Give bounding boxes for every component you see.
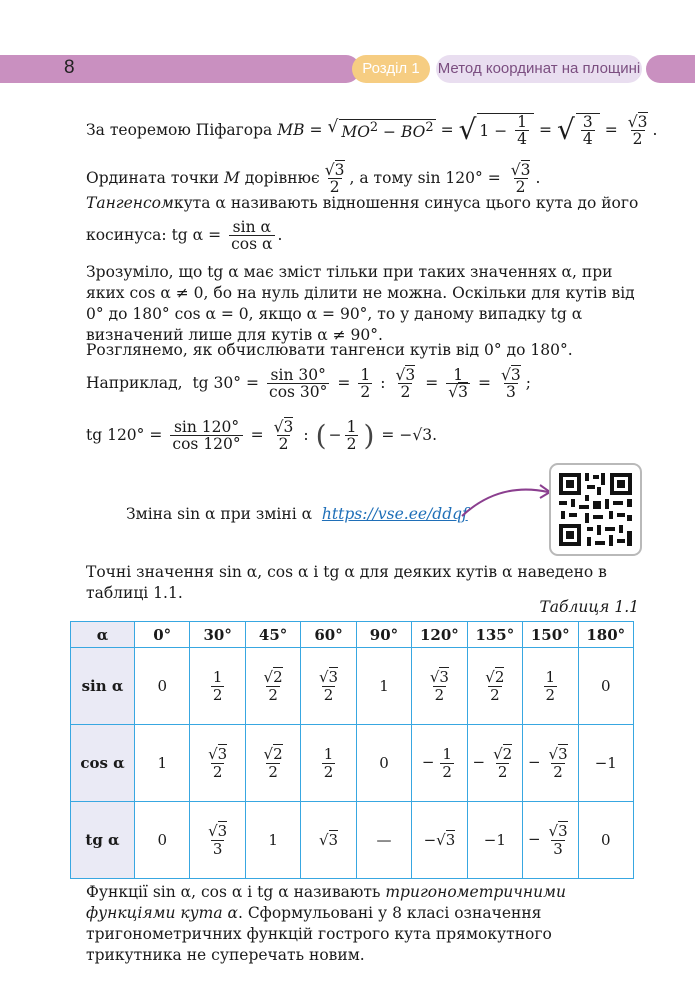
semicolon: ; — [525, 374, 532, 392]
table-cell: 0 — [356, 725, 411, 802]
table-cell: √3 — [301, 802, 356, 879]
frac-root3-over-2: √3 2 — [324, 160, 345, 196]
header-band-left — [0, 55, 360, 83]
table-cell: − $\frac{√3}{2}$ — [523, 725, 578, 802]
result-minus-root3: −√3. — [399, 426, 438, 444]
table-header-row — [71, 622, 634, 648]
header-angle: 150° — [523, 622, 578, 648]
tg-30: tg 30° — [192, 374, 242, 392]
frac-root3-over-3: $\frac{√3}{3}$ — [501, 365, 521, 401]
header-band-right — [646, 55, 695, 83]
example-tg30: Наприклад, tg 30° = $\frac{\sin 30^\circ}{\cos 30^\circ}$ = $\frac{1}{2}$ : $\frac{√3}{2}$ = $\frac{1}{√3}$ = $\frac{√3}{3}$ ; — [86, 365, 532, 401]
header-angle: 0° — [135, 622, 190, 648]
term-trig-functions: тригонометричними функціями кута α — [86, 883, 566, 922]
table-cell: − $\frac{√2}{2}$ — [467, 725, 522, 802]
frac-root3-over-2: $\frac{√3}{2}$ — [273, 417, 294, 453]
tg-120: tg 120° — [86, 426, 145, 444]
paragraph-how-to-compute: Розглянемо, як обчислювати тангенси кутів від 0° до 180°. — [86, 341, 573, 359]
paragraph-final — [86, 882, 642, 966]
frac-sin120-cos120: $\frac{\sin 120^\circ}{\cos 120^\circ}$ — [172, 417, 241, 453]
header-angle: 45° — [245, 622, 300, 648]
row-label: tg α — [71, 802, 135, 879]
table-cell: $\frac{1}{2}$ — [523, 648, 578, 725]
qr-code-frame[interactable] — [549, 463, 642, 556]
sqrt-mo-bo: √ $MO^2 - BO^2$ — [327, 116, 434, 142]
tg-alpha: tg α — [171, 226, 204, 244]
row-label: sin α — [71, 648, 135, 725]
example-tg120: tg 120° = $\frac{\sin 120^\circ}{\cos 120^\circ}$ = $\frac{√3}{2}$ : ( − $\frac{1}{2}$ ) = −√3. — [86, 417, 438, 453]
tangent-def-rest: кута α називають відношення синуса цього кута до його — [173, 194, 639, 212]
header-angle: 30° — [190, 622, 245, 648]
frac-1-2: $\frac{1}{2}$ — [346, 417, 357, 453]
sqrt-one-minus-quarter: √ 1 − 1 4 — [459, 113, 534, 147]
minus-sign: − — [328, 426, 342, 444]
table-cell: $\frac{√2}{2}$ — [245, 648, 300, 725]
term-tangent: Тангенсом — [86, 194, 174, 212]
trig-values-table — [70, 621, 634, 879]
frac-root3-over-2: $\frac{√3}{2}$ — [510, 160, 531, 196]
table-cell: 0 — [135, 802, 190, 879]
segment-mb: MB — [277, 121, 305, 139]
frac-root3-over-2: $\frac{√3}{2}$ — [395, 365, 416, 401]
tangent-definition-line1 — [86, 194, 638, 212]
frac-sin-over-cos: $\frac{\text{sin α}}{\text{cos α}}$ — [231, 217, 273, 253]
table-cell: 0 — [135, 648, 190, 725]
table-cell: $\frac{√3}{2}$ — [301, 648, 356, 725]
qr-line-text: Зміна sin α при зміні α — [126, 505, 313, 523]
table-cell: 1 — [356, 648, 411, 725]
table-row — [71, 648, 634, 725]
tangent-definition-line2: косинуса: tg α = $\frac{\text{sin α}}{\text{cos α}}$ . — [86, 217, 283, 253]
table-cell: − $\frac{1}{2}$ — [412, 725, 467, 802]
table-cell: $\frac{1}{2}$ — [301, 725, 356, 802]
example-lead: Наприклад, — [86, 374, 183, 392]
header-alpha: α — [71, 622, 135, 648]
ordinate-text-c: , а тому — [349, 169, 413, 187]
table-cell: 0 — [578, 802, 634, 879]
frac-1-over-root3: $\frac{1}{√3}$ — [448, 365, 469, 401]
qr-link-line — [126, 505, 468, 523]
final-text-a: Функції sin α, cos α і tg α називають — [86, 883, 386, 901]
arrow-to-qr-icon — [460, 480, 555, 520]
pythagoras-line: За теоремою Піфагора MB = √ $MO^2 - BO^2$ = √ 1 − 1 4 = √ $\frac{3}{4}$ = $\frac{√3}{2}$ . — [86, 112, 658, 148]
table-cell: $\frac{√2}{2}$ — [467, 648, 522, 725]
final-text-b: . Сформульовані у 8 класі означення тригонометричних функцій гострого кута прямокутного трикутника не суперечать новим. — [86, 904, 552, 964]
table-cell: 1 — [245, 802, 300, 879]
section-label: Розділ 1 — [352, 55, 430, 83]
paragraph-table-intro: Точні значення sin α, cos α і tg α для деяких кутів α наведено в таблиці 1.1. — [86, 563, 607, 602]
row-label: cos α — [71, 725, 135, 802]
frac-sin30-cos30: $\frac{\sin 30^\circ}{\cos 30^\circ}$ — [269, 365, 328, 401]
point-m: M — [223, 169, 240, 187]
frac-root3-over-2: $\frac{√3}{2}$ — [627, 112, 648, 148]
table-cell: 0 — [578, 648, 634, 725]
table-cell: $\frac{√3}{2}$ — [190, 725, 245, 802]
table-cell: −1 — [578, 725, 634, 802]
ordinate-text-a: Ордината точки — [86, 169, 219, 187]
ordinate-line: Ордината точки M дорівнює √3 2 , а тому sin 120° = $\frac{√3}{2}$ . — [86, 160, 541, 196]
header-angle: 90° — [356, 622, 411, 648]
header-angle: 60° — [301, 622, 356, 648]
page-number: 8 — [64, 57, 75, 78]
table-cell: −1 — [467, 802, 522, 879]
table-row — [71, 725, 634, 802]
frac-1-2: $\frac{1}{2}$ — [360, 365, 371, 401]
header-angle: 135° — [467, 622, 522, 648]
table-cell: $\frac{√2}{2}$ — [245, 725, 300, 802]
header-angle: 180° — [578, 622, 634, 648]
table-cell: — — [356, 802, 411, 879]
table-cell: $\frac{1}{2}$ — [190, 648, 245, 725]
ordinate-text-b: дорівнює — [244, 169, 320, 187]
pythagoras-lead: За теоремою Піфагора — [86, 121, 273, 139]
paragraph-domain: Зрозуміло, що tg α має зміст тільки при таких значеннях α, при яких cos α ≠ 0, бо на нуль ділити не можна. Оскільки для кутів від 0° до 180° cos α = 0, якщо α = 90°, то у даному випадку tg α визначений лише для кутів α ≠ 90°. — [86, 263, 635, 344]
table-cell: $\frac{√3}{2}$ — [412, 648, 467, 725]
chapter-title: Метод координат на площині — [436, 55, 642, 83]
table-cell: $\frac{√3}{3}$ — [190, 802, 245, 879]
equals-sign: = — [487, 169, 501, 187]
header-angle: 120° — [412, 622, 467, 648]
sqrt-three-quarters: √ $\frac{3}{4}$ — [557, 113, 600, 147]
table-cell: 1 — [135, 725, 190, 802]
table-caption: Таблиця 1.1 — [539, 598, 639, 616]
sin-120: sin 120° — [417, 169, 483, 187]
table-cell: − $\frac{√3}{3}$ — [523, 802, 578, 879]
table-row — [71, 802, 634, 879]
table-cell: −√3 — [412, 802, 467, 879]
qr-code-icon — [551, 465, 640, 554]
tangent-def-cos-label: косинуса: — [86, 226, 167, 244]
resource-link[interactable]: https://vse.ee/ddqf — [321, 505, 468, 523]
